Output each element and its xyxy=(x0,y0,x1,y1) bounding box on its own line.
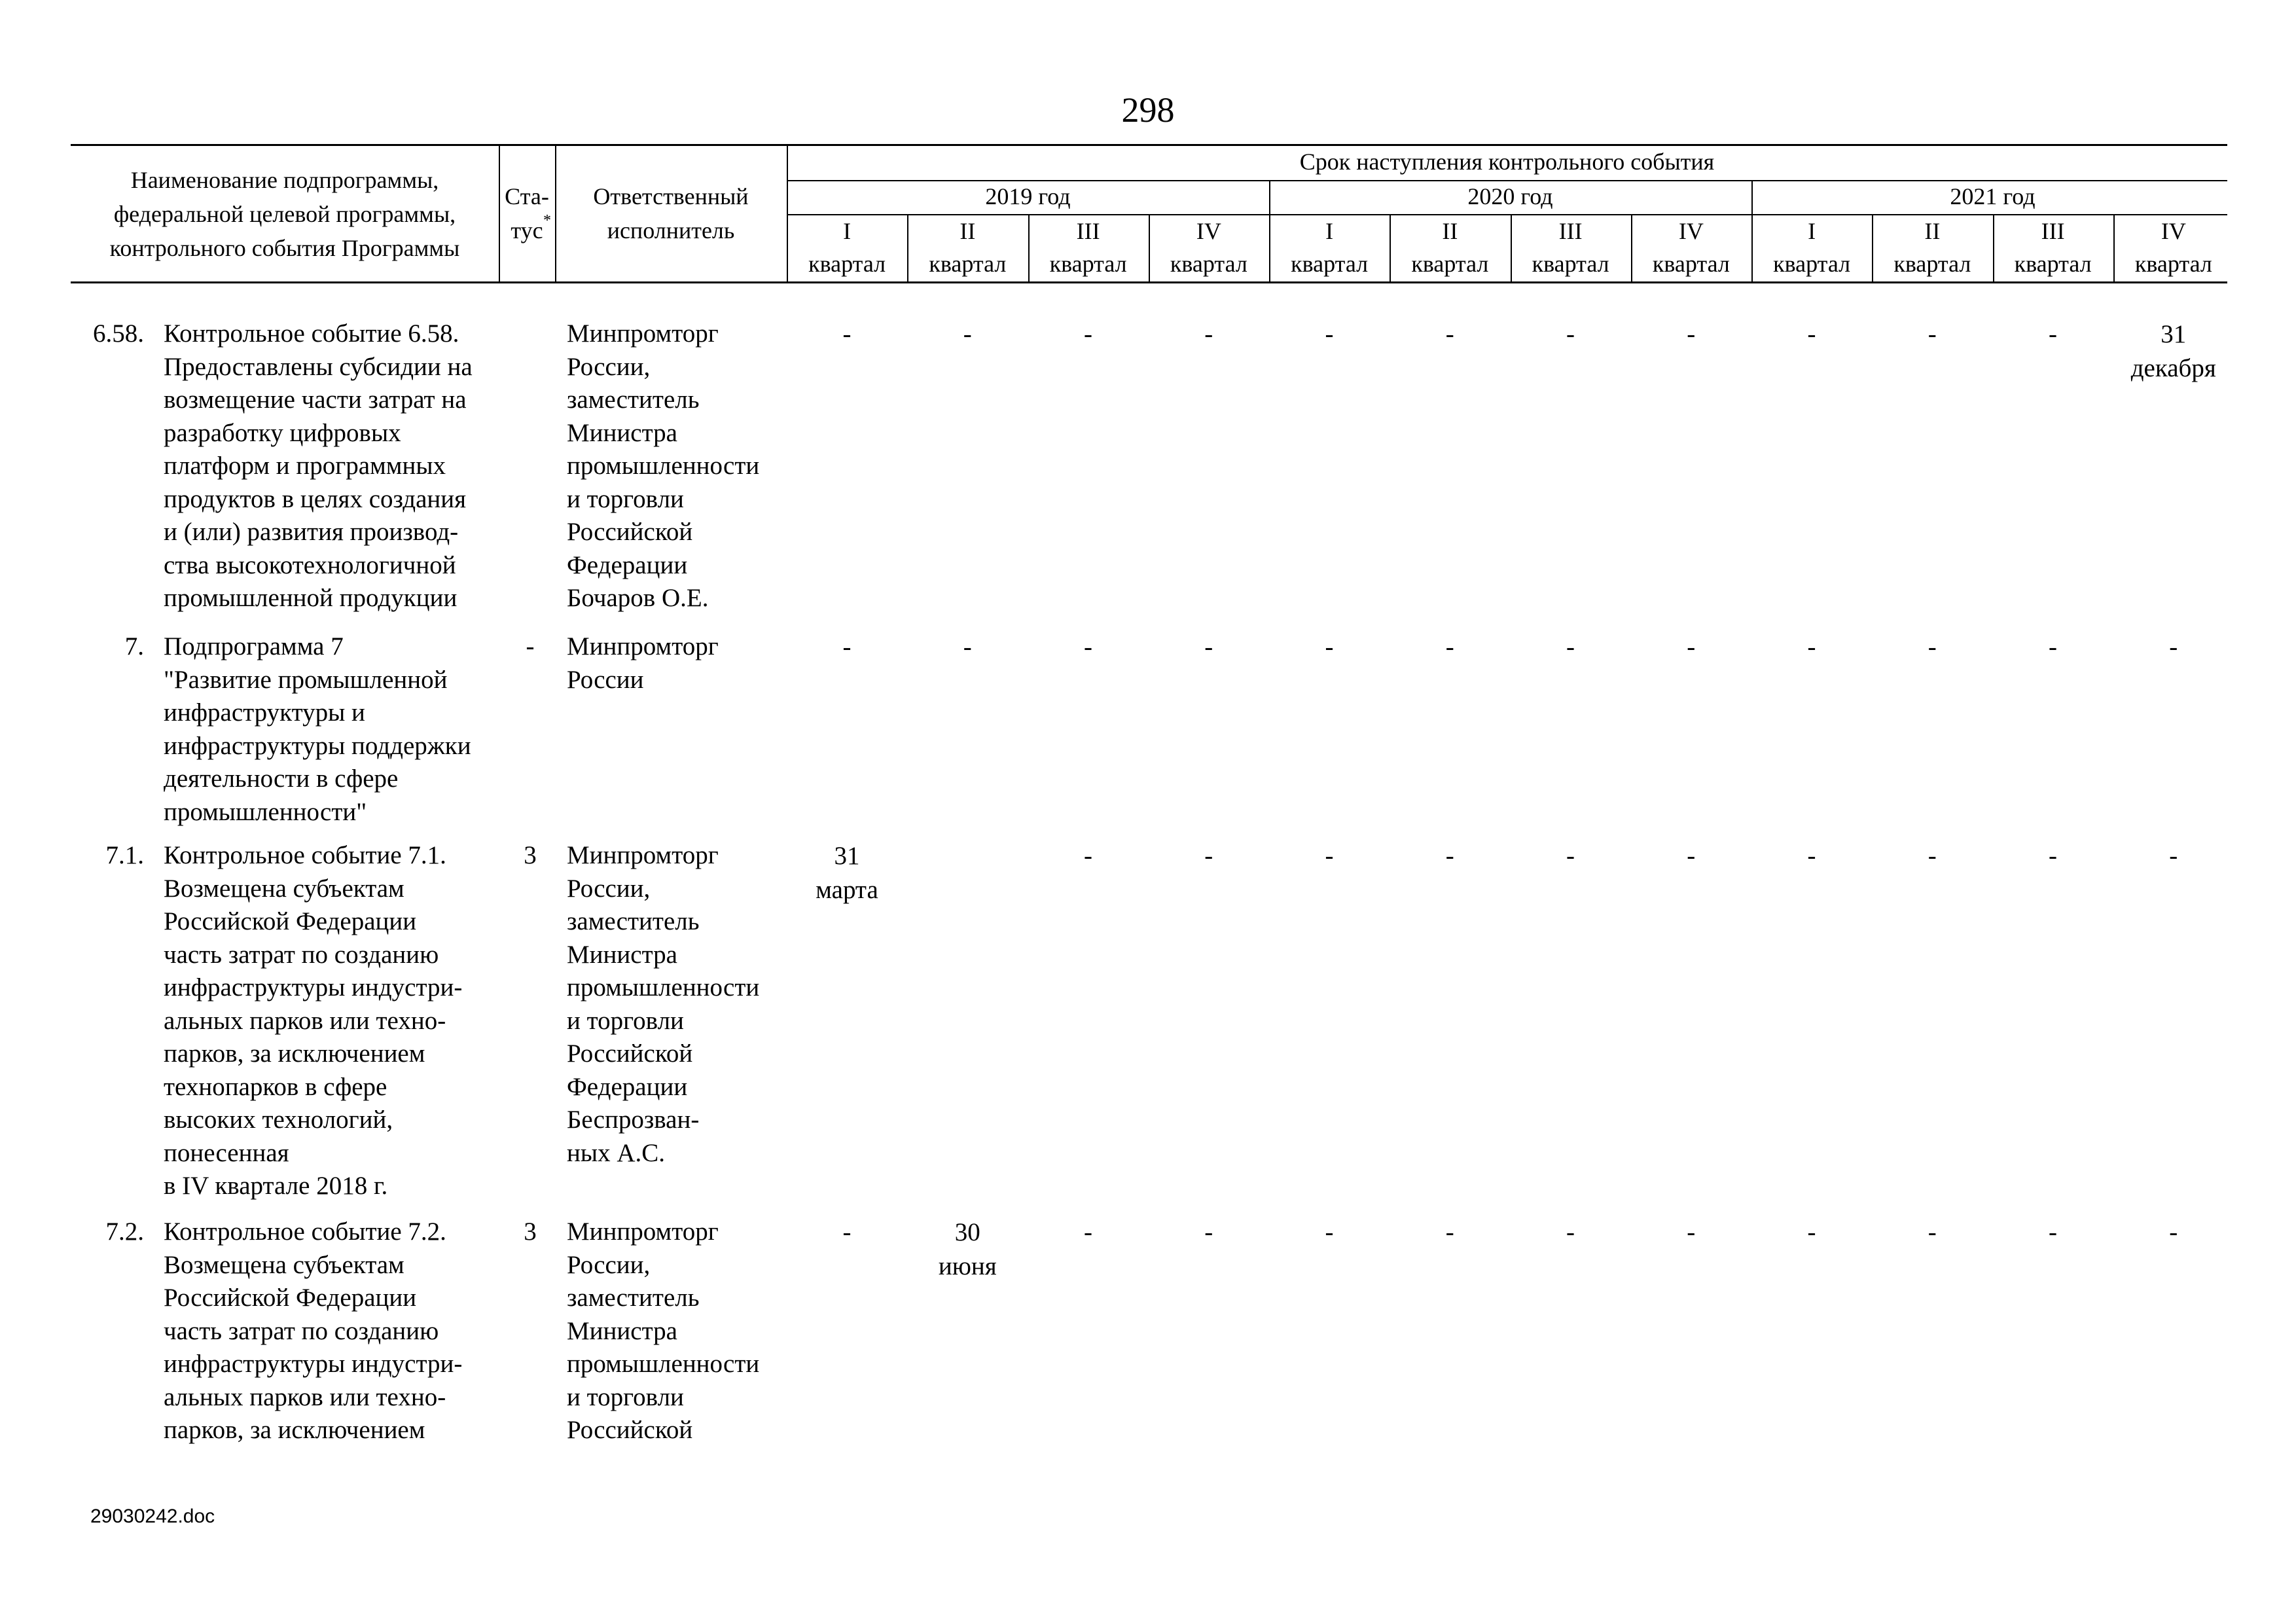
row-executor-line: Министра xyxy=(567,418,677,447)
row-name-line: и (или) развития производ- xyxy=(164,518,459,546)
quarter-cell xyxy=(1269,1216,1390,1250)
header-name-label: федеральной целевой программы, xyxy=(113,201,456,227)
row-executor-line: и торговли xyxy=(567,1006,684,1035)
header-quarter-word: квартал xyxy=(1291,251,1369,277)
header-quarter-numeral: II xyxy=(1442,218,1458,244)
row-executor-line: заместитель xyxy=(567,1284,700,1312)
quarter-cell xyxy=(907,630,1028,664)
quarter-cell xyxy=(1269,317,1390,352)
quarter-cell-value: - xyxy=(2049,1218,2057,1246)
row-name-line: часть затрат по созданию xyxy=(164,940,439,969)
row-status: 3 xyxy=(524,1218,537,1246)
quarter-cell-value: - xyxy=(1928,320,1937,348)
header-quarter-numeral: II xyxy=(960,218,976,244)
row-executor-line: и торговли xyxy=(567,484,684,513)
quarter-cell xyxy=(1390,839,1510,873)
quarter-cell xyxy=(1872,839,1992,873)
quarter-cell-value: - xyxy=(1928,633,1937,661)
quarter-cell-value: - xyxy=(1928,1218,1937,1246)
row-executor-line: и торговли xyxy=(567,1382,684,1411)
row-executor-line: Минпромторг xyxy=(567,841,719,869)
row-name-line: Контрольное событие 7.2. xyxy=(164,1218,446,1246)
header-col-divider xyxy=(499,144,500,281)
quarter-cell-value: - xyxy=(1325,1218,1334,1246)
header-quarter-word: квартал xyxy=(1773,251,1851,277)
quarter-cell xyxy=(1511,630,1631,664)
quarter-cell xyxy=(1993,839,2113,873)
row-executor-line: промышленности xyxy=(567,1350,760,1378)
quarter-cell xyxy=(1631,630,1751,664)
row-name xyxy=(164,1216,462,1447)
quarter-cell xyxy=(1751,630,1872,664)
quarter-cell-value: - xyxy=(1807,633,1816,661)
quarter-cell-value: - xyxy=(1566,633,1575,661)
row-name-line: инфраструктуры индустри- xyxy=(164,973,463,1001)
quarter-cell xyxy=(1511,317,1631,352)
quarter-cell xyxy=(1631,317,1751,352)
row-executor-line: заместитель xyxy=(567,386,700,414)
header-quarter-word: квартал xyxy=(1652,251,1730,277)
row-status: 3 xyxy=(524,841,537,869)
quarter-cell-value: - xyxy=(1325,320,1334,348)
quarter-cell-value: - xyxy=(2049,320,2057,348)
quarter-cell xyxy=(1390,1216,1510,1250)
quarter-cell xyxy=(1390,317,1510,352)
quarter-cell-value: - xyxy=(1445,633,1454,661)
row-number: 7.1. xyxy=(105,841,144,869)
row-name-line: ства высокотехнологичной xyxy=(164,550,456,579)
quarter-cell-value: - xyxy=(1204,842,1213,870)
quarter-cell-value: - xyxy=(1687,320,1696,348)
row-name-line: платформ и программных xyxy=(164,452,446,480)
row-number: 7. xyxy=(124,632,144,660)
quarter-cell xyxy=(1751,1216,1872,1250)
quarter-cell xyxy=(1631,1216,1751,1250)
header-status-label: Ста- xyxy=(505,183,549,209)
quarter-cell-value: - xyxy=(1807,842,1816,870)
row-name-line: Российской Федерации xyxy=(164,1284,417,1312)
quarter-cell-value: - xyxy=(1445,320,1454,348)
row-executor-line: Федерации xyxy=(567,550,688,579)
row-executor xyxy=(567,1216,759,1447)
quarter-cell-value: 31 xyxy=(2161,320,2187,348)
quarter-cell-value: - xyxy=(1204,320,1213,348)
quarter-cell-value: - xyxy=(842,633,852,661)
quarter-cell xyxy=(1872,1216,1992,1250)
quarter-cell-value: - xyxy=(1445,1218,1454,1246)
quarter-cell-value: - xyxy=(1687,842,1696,870)
row-executor xyxy=(567,317,759,615)
quarter-cell-value: - xyxy=(1807,1218,1816,1246)
row-name-line: Возмещена субъектам xyxy=(164,1250,404,1279)
quarter-cell-value: - xyxy=(1445,842,1454,870)
quarter-cell-value: - xyxy=(1084,842,1092,870)
quarter-cell-value: - xyxy=(842,320,852,348)
quarter-cell xyxy=(787,839,907,907)
quarter-cell xyxy=(907,317,1028,352)
quarter-cell xyxy=(787,1216,907,1250)
row-executor-line: Федерации xyxy=(567,1072,688,1101)
quarter-cell-value: - xyxy=(2169,633,2178,661)
quarter-cell-value: 30 xyxy=(954,1218,980,1246)
quarter-cell xyxy=(2113,630,2234,664)
header-name-label: контрольного события Программы xyxy=(109,235,460,261)
row-name-line: парков, за исключением xyxy=(164,1039,425,1068)
row-name-line: возмещение части затрат на xyxy=(164,386,467,414)
row-executor-line: России, xyxy=(567,1250,651,1279)
quarter-cell-value: - xyxy=(1204,1218,1213,1246)
header-name-label: Наименование подпрограммы, xyxy=(130,167,439,193)
row-name xyxy=(164,839,462,1203)
header-quarter-numeral: II xyxy=(1924,218,1941,244)
row-executor-line: Минпромторг xyxy=(567,1218,719,1246)
header-quarter-word: квартал xyxy=(2134,251,2212,277)
quarter-cell-value: - xyxy=(2049,633,2057,661)
header-quarter-numeral: III xyxy=(1076,218,1100,244)
row-executor-line: Российской xyxy=(567,1039,693,1068)
row-executor-line: Министра xyxy=(567,940,677,969)
row-name-line: промышленности" xyxy=(164,797,367,826)
header-period-title: Срок наступления контрольного события xyxy=(1299,149,1715,175)
header-quarter-numeral: IV xyxy=(1196,218,1221,244)
row-executor-line: Министра xyxy=(567,1316,677,1345)
row-executor xyxy=(567,839,759,1170)
quarter-cell xyxy=(907,1216,1028,1284)
quarter-cell-value: - xyxy=(1566,320,1575,348)
header-quarter-numeral: III xyxy=(2041,218,2065,244)
row-status: - xyxy=(526,632,535,660)
quarter-cell xyxy=(1872,317,1992,352)
header-year-label: 2019 год xyxy=(985,183,1071,209)
quarter-cell-value: - xyxy=(842,1218,852,1246)
quarter-cell xyxy=(1149,317,1269,352)
quarter-cell xyxy=(1149,839,1269,873)
quarter-cell xyxy=(1028,317,1149,352)
row-name-line: технопарков в сфере xyxy=(164,1072,387,1101)
row-executor-line: России, xyxy=(567,874,651,903)
quarter-cell-value: - xyxy=(1084,1218,1092,1246)
quarter-cell xyxy=(1028,1216,1149,1250)
quarter-cell-value: - xyxy=(1566,842,1575,870)
row-executor-line: ных А.С. xyxy=(567,1138,666,1167)
row-name-line: Возмещена субъектам xyxy=(164,874,404,903)
row-executor-line: промышленности xyxy=(567,452,760,480)
row-executor-line: Минпромторг xyxy=(567,632,719,660)
quarter-cell xyxy=(1028,630,1149,664)
quarter-cell-value: 31 xyxy=(834,842,860,870)
row-name-line: Подпрограмма 7 xyxy=(164,632,344,660)
quarter-cell xyxy=(2113,839,2234,873)
quarter-cell-value: - xyxy=(963,633,972,661)
quarter-cell-value: - xyxy=(1687,633,1696,661)
header-year-label: 2021 год xyxy=(1950,183,2036,209)
header-quarter-numeral: IV xyxy=(1678,218,1704,244)
row-executor xyxy=(567,630,719,696)
row-executor-line: заместитель xyxy=(567,907,700,935)
header-quarter-numeral: I xyxy=(843,218,852,244)
quarter-cell xyxy=(1149,630,1269,664)
quarter-cell xyxy=(1631,839,1751,873)
row-name-line: Российской Федерации xyxy=(164,907,417,935)
quarter-cell xyxy=(1751,317,1872,352)
quarter-cell xyxy=(1872,630,1992,664)
header-col-divider xyxy=(555,144,556,281)
row-number: 6.58. xyxy=(93,319,144,348)
row-name-line: высоких технологий, xyxy=(164,1106,393,1134)
header-quarter-word: квартал xyxy=(1411,251,1489,277)
quarter-cell-value: июня xyxy=(938,1252,997,1280)
row-executor-line: России xyxy=(567,665,644,694)
row-name-line: разработку цифровых xyxy=(164,418,401,447)
row-executor-line: России, xyxy=(567,352,651,381)
quarter-cell xyxy=(2113,1216,2234,1250)
row-name-line: Контрольное событие 7.1. xyxy=(164,841,446,869)
quarter-cell-value: - xyxy=(1084,320,1092,348)
header-status-mark: * xyxy=(543,212,551,229)
header-quarter-word: квартал xyxy=(1049,251,1127,277)
quarter-cell-value: - xyxy=(2169,1218,2178,1246)
quarter-cell xyxy=(1993,1216,2113,1250)
header-quarter-word: квартал xyxy=(2014,251,2092,277)
header-quarter-word: квартал xyxy=(1893,251,1971,277)
row-executor-line: Российской xyxy=(567,518,693,546)
quarter-cell-value: - xyxy=(1325,633,1334,661)
quarter-cell xyxy=(1149,1216,1269,1250)
row-name-line: деятельности в сфере xyxy=(164,765,399,793)
header-executor-label: исполнитель xyxy=(607,217,735,244)
footer-filename: 29030242.doc xyxy=(90,1506,215,1527)
quarter-cell xyxy=(1269,630,1390,664)
quarter-cell xyxy=(1028,839,1149,873)
header-quarter-word: квартал xyxy=(1532,251,1609,277)
quarter-cell-value: - xyxy=(1325,842,1334,870)
page-number: 298 xyxy=(1121,90,1175,130)
quarter-cell-value: - xyxy=(1204,633,1213,661)
quarter-cell xyxy=(2113,317,2234,386)
quarter-cell-value: - xyxy=(2169,842,2178,870)
header-executor-label: Ответственный xyxy=(593,183,749,209)
quarter-cell-value: - xyxy=(2049,842,2057,870)
quarter-cell xyxy=(1511,839,1631,873)
row-name-line: промышленной продукции xyxy=(164,584,457,612)
quarter-cell-value: - xyxy=(1566,1218,1575,1246)
row-name-line: часть затрат по созданию xyxy=(164,1316,439,1345)
header-quarter-numeral: IV xyxy=(2161,218,2186,244)
header-quarter-word: квартал xyxy=(1170,251,1247,277)
row-name-line: инфраструктуры индустри- xyxy=(164,1350,463,1378)
header-quarter-word: квартал xyxy=(929,251,1007,277)
quarter-cell xyxy=(1751,839,1872,873)
row-name-line: альных парков или техно- xyxy=(164,1006,446,1035)
quarter-cell-value: - xyxy=(1687,1218,1696,1246)
quarter-cell xyxy=(1993,630,2113,664)
header-quarter-numeral: III xyxy=(1558,218,1583,244)
header-bottom-border xyxy=(71,281,2227,283)
quarter-cell xyxy=(787,630,907,664)
quarter-cell xyxy=(1269,839,1390,873)
row-name-line: альных парков или техно- xyxy=(164,1382,446,1411)
row-name-line: парков, за исключением xyxy=(164,1416,425,1444)
row-executor-line: Российской xyxy=(567,1416,693,1444)
header-quarter-word: квартал xyxy=(808,251,886,277)
row-name xyxy=(164,630,471,829)
header-quarter-numeral: I xyxy=(1325,218,1334,244)
quarter-cell xyxy=(1390,630,1510,664)
quarter-cell xyxy=(787,317,907,352)
row-executor-line: Минпромторг xyxy=(567,319,719,348)
row-name-line: понесенная xyxy=(164,1138,289,1167)
row-name-line: "Развитие промышленной xyxy=(164,665,448,694)
row-name xyxy=(164,317,473,615)
row-name-line: Предоставлены субсидии на xyxy=(164,352,473,381)
quarter-cell-value: декабря xyxy=(2130,354,2216,382)
row-name-line: продуктов в целях создания xyxy=(164,484,467,513)
row-executor-line: промышленности xyxy=(567,973,760,1001)
quarter-cell-value: марта xyxy=(816,876,878,904)
header-status-label: тус xyxy=(511,217,543,244)
header-year-label: 2020 год xyxy=(1467,183,1553,209)
quarter-cell xyxy=(1993,317,2113,352)
row-name-line: инфраструктуры и xyxy=(164,698,365,727)
row-name-line: инфраструктуры поддержки xyxy=(164,731,471,760)
header-quarter-numeral: I xyxy=(1808,218,1816,244)
row-name-line: в IV квартале 2018 г. xyxy=(164,1172,388,1200)
quarter-cell-value: - xyxy=(1928,842,1937,870)
quarter-cell xyxy=(1511,1216,1631,1250)
quarter-cell-value: - xyxy=(1807,320,1816,348)
row-number: 7.2. xyxy=(105,1218,144,1246)
row-executor-line: Бочаров О.Е. xyxy=(567,584,709,612)
row-name-line: Контрольное событие 6.58. xyxy=(164,319,459,348)
quarter-cell-value: - xyxy=(1084,633,1092,661)
row-executor-line: Беспрозван- xyxy=(567,1106,700,1134)
quarter-cell-value: - xyxy=(963,320,972,348)
